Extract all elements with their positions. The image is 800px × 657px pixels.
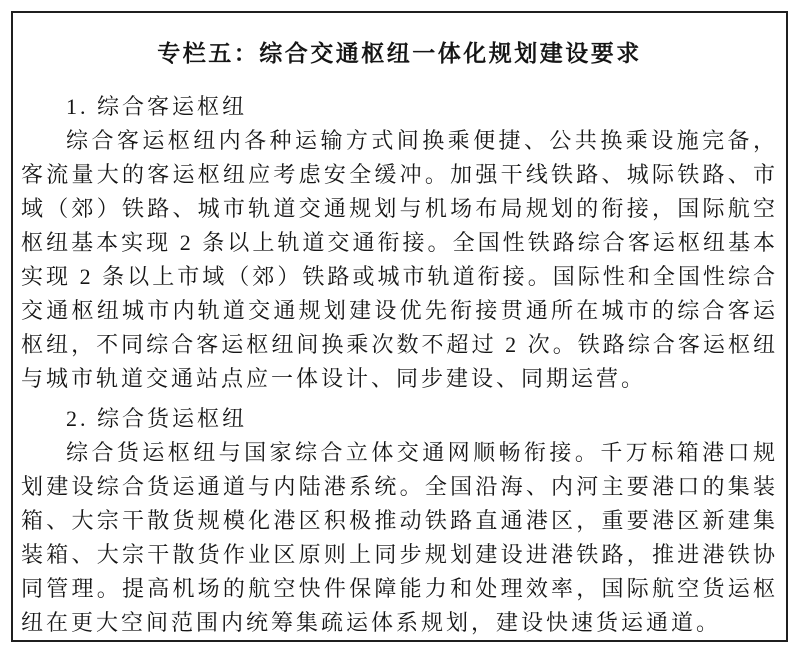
section-passenger-hub xyxy=(21,90,778,396)
column-box xyxy=(11,11,788,642)
section-paragraph-passenger: 综合客运枢纽内各种运输方式间换乘便捷、公共换乘设施完备，客流量大的客运枢纽应考虑安全缓冲。加强干线铁路、城际铁路、市域（郊）铁路、城市轨道交通规划与机场布局规划的衔接，国际航空枢纽基本实现 2 条以上轨道交通衔接。全国性铁路综合客运枢纽基本实现 2 条以上市域（郊）铁路或城市轨道衔接。国际性和全国性综合交通枢纽城市内轨道交通规划建设优先衔接贯通所在城市的综合客运枢纽，不同综合客运枢纽间换乘次数不超过 2 次。铁路综合客运枢纽与城市轨道交通站点应一体设计、同步建设、同期运营。 xyxy=(21,128,778,391)
box-title: 专栏五：综合交通枢纽一体化规划建设要求 xyxy=(157,40,642,66)
section-heading-freight: 2. 综合货运枢纽 xyxy=(66,406,248,431)
section-freight-hub xyxy=(21,402,778,640)
section-heading-passenger: 1. 综合客运枢纽 xyxy=(66,94,248,119)
section-paragraph-freight: 综合货运枢纽与国家综合立体交通网顺畅衔接。千万标箱港口规划建设综合货运通道与内陆港系统。全国沿海、内河主要港口的集装箱、大宗干散货规模化港区积极推动铁路直通港区，重要港区新建集装箱、大宗干散货作业区原则上同步规划建设进港铁路，推进港铁协同管理。提高机场的航空快件保障能力和处理效率，国际航空货运枢纽在更大空间范围内统筹集疏运体系规划，建设快速货运通道。 xyxy=(21,440,778,635)
